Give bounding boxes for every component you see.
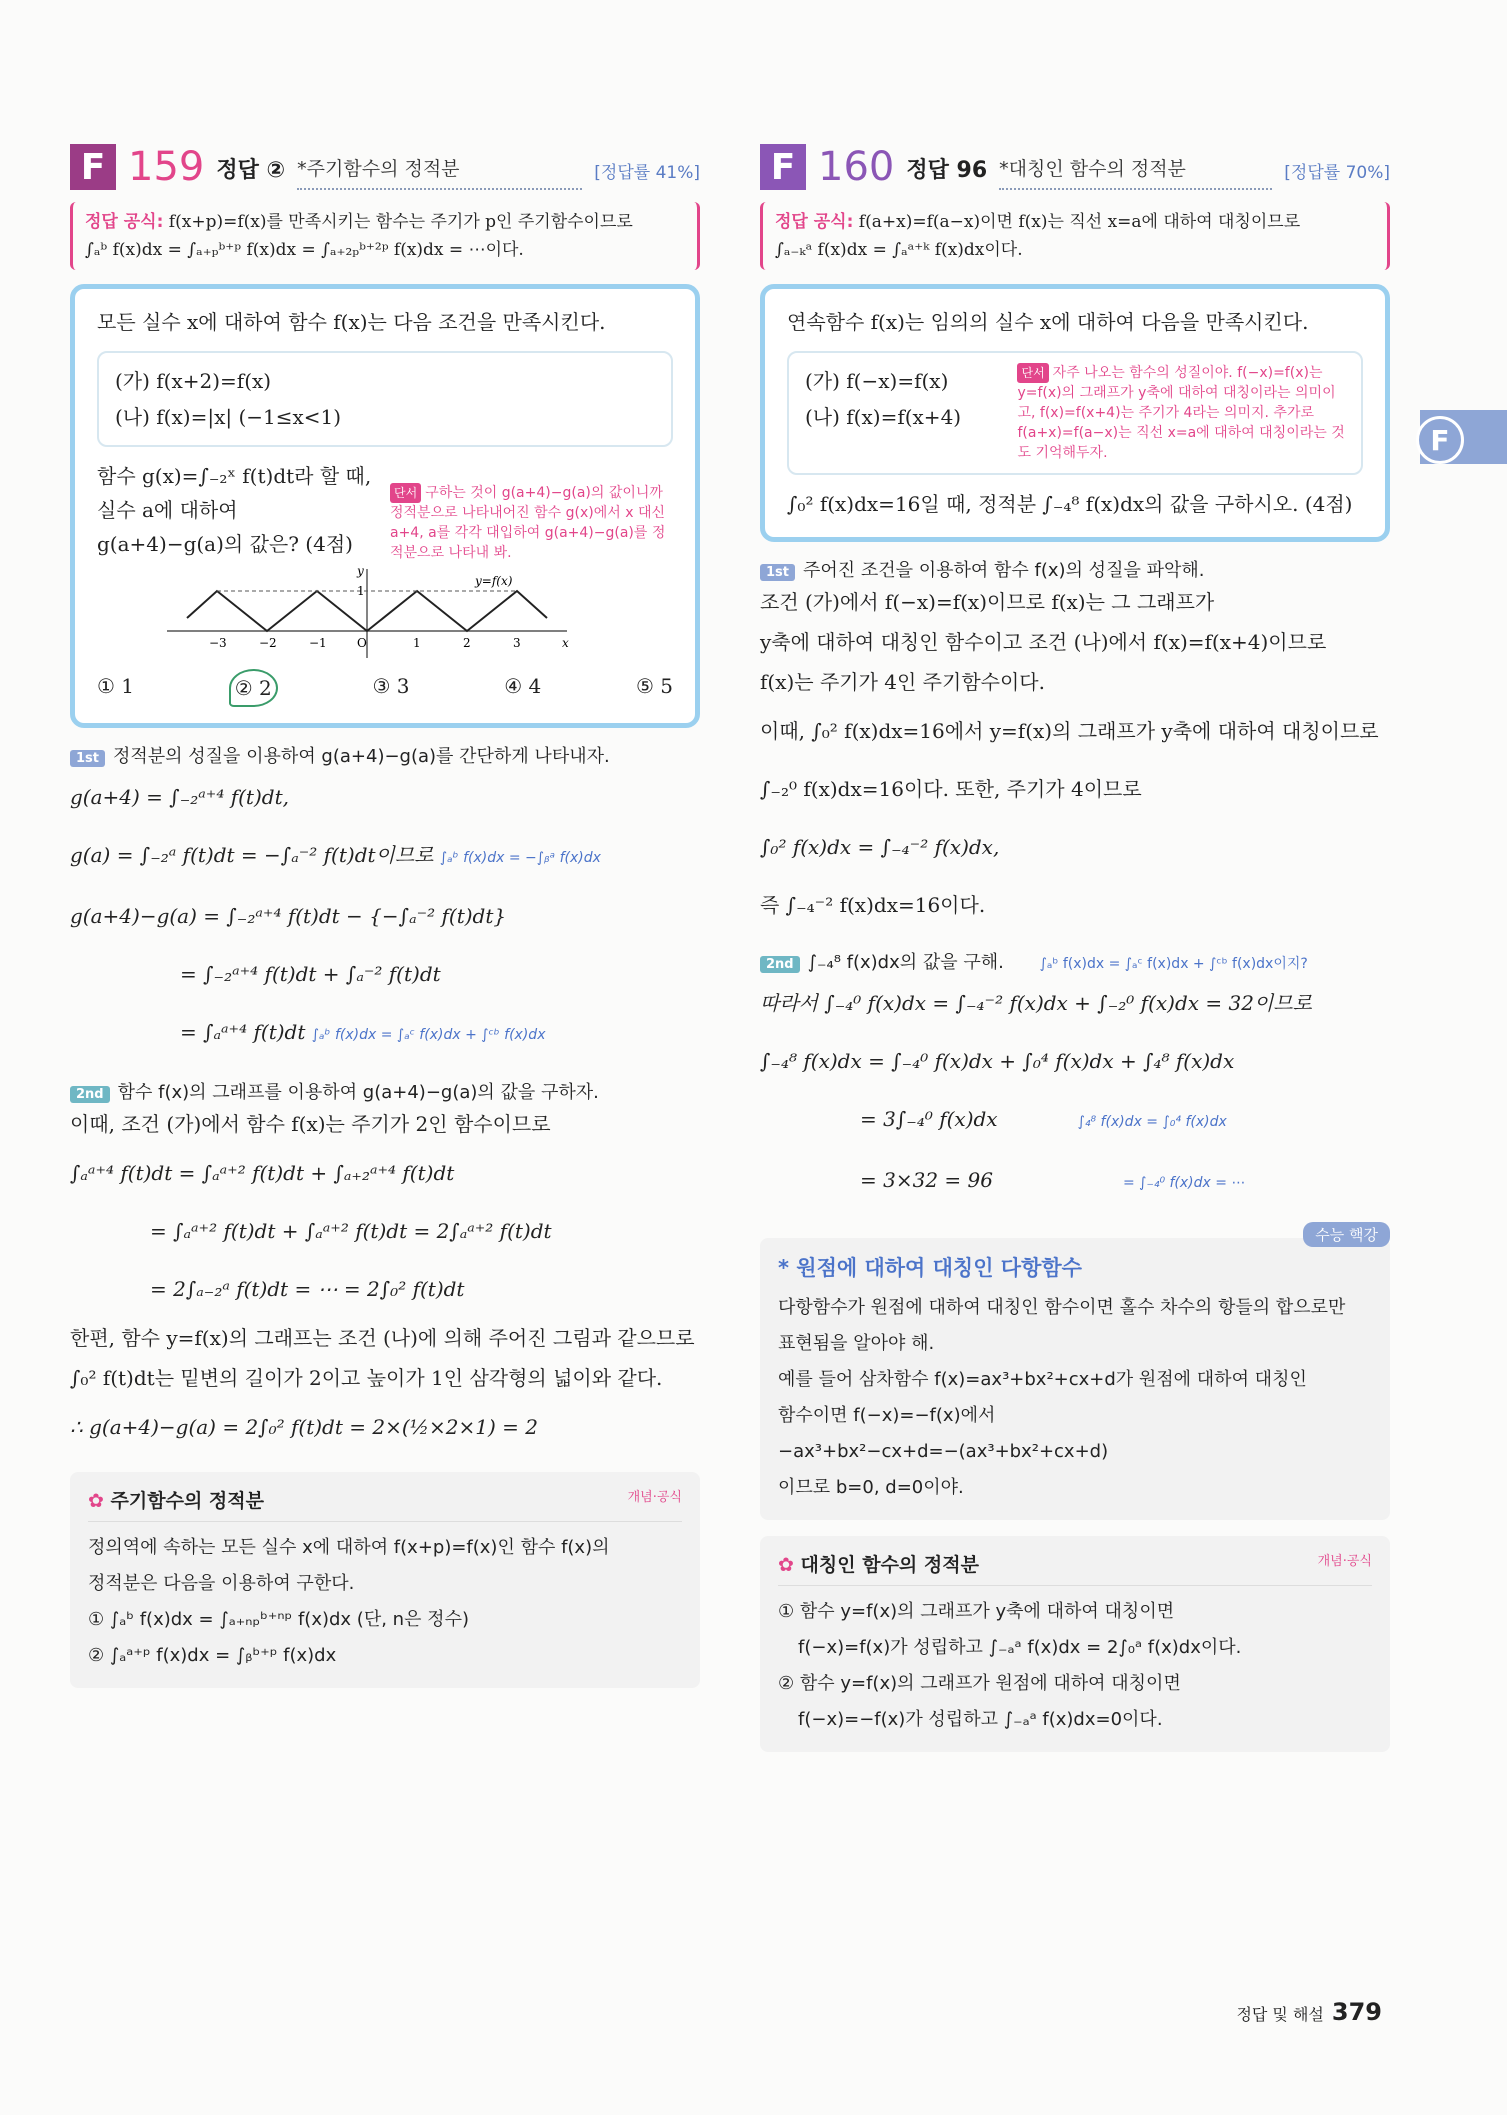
y-label: y <box>357 564 364 578</box>
problem-header <box>760 130 1390 190</box>
hint-badge: 단서 <box>390 483 421 503</box>
solution-line: 이때, 조건 (가)에서 함수 f(x)는 주기가 2인 함수이므로 <box>70 1112 551 1136</box>
choice-4[interactable]: ④ 4 <box>504 674 542 698</box>
section-letter-badge: F <box>760 144 806 190</box>
answer-choices <box>97 669 673 707</box>
card-title-text: 주기함수의 정적분 <box>110 1490 264 1512</box>
question-box <box>70 284 700 728</box>
solution-line: ∫₋₂⁰ f(x)dx=16이다. 또한, 주기가 4이므로 <box>760 777 1142 801</box>
solution-line: g(a+4)−g(a) = ∫₋₂ᵃ⁺⁴ f(t)dt − {−∫ₐ⁻² f(t)dt} <box>70 904 507 928</box>
key-line: 함수이면 f(−x)=−f(x)에서 <box>778 1405 996 1426</box>
card-line: f(−x)=f(x)가 성립하고 ∫₋ₐᵃ f(x)dx = 2∫₀ᵃ f(x)dx이다. <box>798 1637 1242 1658</box>
formula-line-2: ∫ₐᵇ f(x)dx = ∫ₐ₊ₚᵇ⁺ᵖ f(x)dx = ∫ₐ₊₂ₚᵇ⁺²ᵖ f(x)dx = ⋯이다. <box>85 240 524 260</box>
page-number: 379 <box>1331 1998 1382 2026</box>
section-letter-badge: F <box>70 144 116 190</box>
card-tag: 개념·공식 <box>1317 1554 1372 1569</box>
solution-line <box>760 1151 1390 1212</box>
solution-line: ∫₀² f(t)dt는 밑변의 길이가 2이고 높이가 1인 삼각형의 넓이와 같다. <box>70 1366 663 1390</box>
solution-step-2 <box>70 1104 700 1456</box>
choice-2[interactable]: ② 2 <box>229 669 278 707</box>
x-tick: −3 <box>209 636 227 650</box>
x-tick: 2 <box>463 636 471 650</box>
step-text: ∫₋₄⁸ f(x)dx의 값을 구해. <box>807 952 1004 973</box>
card-title <box>88 1486 264 1513</box>
condition-b: (나) f(x)=|x| (−1≤x<1) <box>115 405 342 429</box>
problem-number: 160 <box>818 144 895 190</box>
solution-line: 조건 (가)에서 f(−x)=f(x)이므로 f(x)는 그 그래프가 <box>760 590 1215 614</box>
solution-line: = ∫₋₂ᵃ⁺⁴ f(t)dt + ∫ₐ⁻² f(t)dt <box>180 962 441 986</box>
step-1 <box>760 556 1390 582</box>
card-line: f(−x)=−f(x)가 성립하고 ∫₋ₐᵃ f(x)dx=0이다. <box>798 1709 1163 1730</box>
origin-label: O <box>357 636 367 650</box>
step-badge: 2nd <box>70 1086 110 1103</box>
hint-note <box>1017 363 1345 463</box>
answer-label: 정답 ② <box>216 158 286 183</box>
step-1 <box>70 742 700 768</box>
formula-label: 정답 공식: <box>85 212 164 232</box>
answer-formula <box>760 202 1390 270</box>
x-tick: −1 <box>309 636 327 650</box>
formula-line-2: ∫ₐ₋ₖᵃ f(x)dx = ∫ₐᵃ⁺ᵏ f(x)dx이다. <box>775 240 1023 260</box>
card-body <box>778 1586 1372 1738</box>
side-note: ∫₄⁸ f(x)dx = ∫₀⁴ f(x)dx <box>1077 1114 1227 1130</box>
card-body <box>88 1522 682 1674</box>
x-label: x <box>562 636 569 650</box>
condition-a: (가) f(−x)=f(x) <box>805 369 949 393</box>
card-line: ① 함수 y=f(x)의 그래프가 y축에 대하여 대칭이면 <box>778 1601 1175 1622</box>
hint-text: 구하는 것이 g(a+4)−g(a)의 값이니까 정적분으로 나타내어진 함수 g(x)에서 x 대신 a+4, a를 각각 대입하여 g(a+4)−g(a)를 정적분으로 나타내 봐. <box>390 485 666 561</box>
function-graph <box>157 563 577 663</box>
solution-text: = ∫ₐᵃ⁺⁴ f(t)dt <box>180 1020 306 1044</box>
question-box <box>760 284 1390 542</box>
solution-line: y축에 대하여 대칭인 함수이고 조건 (나)에서 f(x)=f(x+4)이므로 <box>760 630 1327 654</box>
solution-step-1 <box>760 582 1390 934</box>
x-tick: −2 <box>259 636 277 650</box>
key-line: 표현됨을 알아야 해. <box>778 1333 935 1354</box>
card-title <box>778 1550 979 1577</box>
problem-160 <box>760 130 1390 1752</box>
x-tick: 1 <box>413 636 421 650</box>
condition-b: (나) f(x)=f(x+4) <box>805 405 962 429</box>
step-badge: 1st <box>760 564 795 581</box>
question-line: ∫₀² f(x)dx=16일 때, 정적분 ∫₋₄⁸ f(x)dx의 값을 구하시오. (4점) <box>787 492 1353 516</box>
flower-icon: ✿ <box>778 1554 801 1576</box>
hint-text: 자주 나오는 함수의 성질이야. f(−x)=f(x)는 y=f(x)의 그래프가 y축에 대하여 대칭이라는 의미이고, f(x)=f(x+4)는 주기가 4라는 의미지. 추가로 f(a+x)=f(a−x)는 직선 x=a에 대하여 대칭이라는 것도 기억해두자. <box>1017 365 1345 461</box>
solution-line: ∫₋₄⁸ f(x)dx = ∫₋₄⁰ f(x)dx + ∫₀⁴ f(x)dx + ∫₄⁸ f(x)dx <box>760 1049 1235 1073</box>
key-line: −ax³+bx²−cx+d=−(ax³+bx²+cx+d) <box>778 1441 1109 1462</box>
choice-1[interactable]: ① 1 <box>97 674 135 698</box>
solution-line: f(x)는 주기가 4인 주기함수이다. <box>760 670 1045 694</box>
key-lecture-title: * 원점에 대하여 대칭인 다항함수 <box>778 1256 1082 1280</box>
answer-label: 정답 96 <box>906 158 988 183</box>
solution-line: 이때, ∫₀² f(x)dx=16에서 y=f(x)의 그래프가 y축에 대하여 대칭이므로 <box>760 719 1379 743</box>
card-line: ① ∫ₐᵇ f(x)dx = ∫ₐ₊ₙₚᵇ⁺ⁿᵖ f(x)dx (단, n은 정수) <box>88 1609 469 1630</box>
solution-step-1 <box>70 768 700 1064</box>
question-line-1: 함수 g(x)=∫₋₂ˣ f(t)dt라 할 때, 실수 a에 대하여 <box>97 464 372 522</box>
question-line-2: g(a+4)−g(a)의 값은? (4점) <box>97 532 353 556</box>
problem-number: 159 <box>128 144 205 190</box>
solution-line: ∴ g(a+4)−g(a) = 2∫₀² f(t)dt = 2×(½×2×1) = 2 <box>70 1415 538 1439</box>
step-text: 함수 f(x)의 그래프를 이용하여 g(a+4)−g(a)의 값을 구하자. <box>117 1082 599 1103</box>
key-line: 이므로 b=0, d=0이야. <box>778 1477 964 1498</box>
key-lecture-card <box>760 1226 1390 1520</box>
formula-line-1: f(x+p)=f(x)를 만족시키는 함수는 주기가 p인 주기함수이므로 <box>163 212 633 232</box>
solution-line <box>70 826 700 887</box>
key-line: 예를 들어 삼차함수 f(x)=ax³+bx²+cx+d가 원점에 대하여 대칭인 <box>778 1369 1307 1390</box>
card-line: ② ∫ₐᵃ⁺ᵖ f(x)dx = ∫ᵦᵇ⁺ᵖ f(x)dx <box>88 1645 337 1666</box>
side-note: = ∫₋₄⁰ f(x)dx = ⋯ <box>1122 1175 1246 1191</box>
problem-header <box>70 130 700 190</box>
correct-rate: [정답률 41%] <box>594 163 700 183</box>
condition-a: (가) f(x+2)=f(x) <box>115 369 272 393</box>
card-header <box>778 1550 1372 1586</box>
concept-card <box>760 1536 1390 1752</box>
side-note: ∫ₐᵇ f(x)dx = ∫ₐᶜ f(x)dx + ∫ᶜᵇ f(x)dx이지? <box>1039 956 1308 972</box>
solution-line <box>760 1090 1390 1151</box>
solution-line: g(a+4) = ∫₋₂ᵃ⁺⁴ f(t)dt, <box>70 785 289 809</box>
card-line: 정의역에 속하는 모든 실수 x에 대하여 f(x+p)=f(x)인 함수 f(x)의 <box>88 1537 610 1558</box>
solution-text: g(a) = ∫₋₂ᵃ f(t)dt = −∫ₐ⁻² f(t)dt이므로 <box>70 843 434 867</box>
choice-3[interactable]: ③ 3 <box>372 674 410 698</box>
choice-5[interactable]: ⑤ 5 <box>635 674 673 698</box>
key-lecture-body <box>778 1282 1372 1506</box>
problem-159 <box>70 130 700 1688</box>
step-2 <box>760 948 1390 974</box>
step-text: 정적분의 성질을 이용하여 g(a+4)−g(a)를 간단하게 나타내자. <box>113 746 610 767</box>
formula-label: 정답 공식: <box>775 212 854 232</box>
question-intro: 연속함수 f(x)는 임의의 실수 x에 대하여 다음을 만족시킨다. <box>787 310 1309 334</box>
solution-line: 따라서 ∫₋₄⁰ f(x)dx = ∫₋₄⁻² f(x)dx + ∫₋₂⁰ f(x)dx = 32이므로 <box>760 991 1312 1015</box>
key-lecture-badge: 수능 핵강 <box>1303 1222 1390 1247</box>
solution-text: = 3×32 = 96 <box>860 1168 993 1192</box>
step-badge: 2nd <box>760 956 800 973</box>
hint-note <box>390 459 673 563</box>
solution-line: 즉 ∫₋₄⁻² f(x)dx=16이다. <box>760 893 986 917</box>
solution-line: = 2∫ₐ₋₂ᵃ f(t)dt = ⋯ = 2∫₀² f(t)dt <box>150 1277 465 1301</box>
solution-line: 한편, 함수 y=f(x)의 그래프는 조건 (나)에 의해 주어진 그림과 같으므로 <box>70 1326 695 1350</box>
concept-card <box>70 1472 700 1688</box>
page-footer <box>1236 1998 1382 2026</box>
side-note: ∫ₐᵇ f(x)dx = ∫ₐᶜ f(x)dx + ∫ᶜᵇ f(x)dx <box>311 1027 546 1043</box>
card-line: ② 함수 y=f(x)의 그래프가 원점에 대하여 대칭이면 <box>778 1673 1181 1694</box>
solution-line: = ∫ₐᵃ⁺² f(t)dt + ∫ₐᵃ⁺² f(t)dt = 2∫ₐᵃ⁺² f(t)dt <box>150 1219 552 1243</box>
section-side-letter: F <box>1416 416 1464 464</box>
step-2 <box>70 1078 700 1104</box>
topic-label: *주기함수의 정적분 <box>297 154 582 190</box>
curve-label: y=f(x) <box>475 574 513 588</box>
step-text: 주어진 조건을 이용하여 함수 f(x)의 성질을 파악해. <box>803 560 1205 581</box>
solution-text: = 3∫₋₄⁰ f(x)dx <box>860 1107 998 1131</box>
side-note: ∫ₐᵇ f(x)dx = −∫ᵦᵃ f(x)dx <box>439 850 601 866</box>
x-tick: 3 <box>513 636 521 650</box>
key-line: 다항함수가 원점에 대하여 대칭인 함수이면 홀수 차수의 항들의 합으로만 <box>778 1297 1346 1318</box>
flower-icon: ✿ <box>88 1490 111 1512</box>
solution-line <box>70 1003 700 1064</box>
topic-label: *대칭인 함수의 정적분 <box>999 154 1272 190</box>
condition-box <box>787 351 1363 475</box>
footer-label: 정답 및 해설 <box>1236 2005 1324 2024</box>
solution-step-2 <box>760 974 1390 1212</box>
card-title-text: 대칭인 함수의 정적분 <box>800 1554 979 1576</box>
step-badge: 1st <box>70 750 105 767</box>
solution-line: ∫₀² f(x)dx = ∫₋₄⁻² f(x)dx, <box>760 835 1000 859</box>
hint-badge: 단서 <box>1017 363 1048 383</box>
card-tag: 개념·공식 <box>627 1490 682 1505</box>
condition-box <box>97 351 673 447</box>
formula-line-1: f(a+x)=f(a−x)이면 f(x)는 직선 x=a에 대하여 대칭이므로 <box>853 212 1301 232</box>
correct-rate: [정답률 70%] <box>1284 163 1390 183</box>
question-intro: 모든 실수 x에 대하여 함수 f(x)는 다음 조건을 만족시킨다. <box>97 310 606 334</box>
solution-line: ∫ₐᵃ⁺⁴ f(t)dt = ∫ₐᵃ⁺² f(t)dt + ∫ₐ₊₂ᵃ⁺⁴ f(t)dt <box>70 1161 455 1185</box>
y-tick-1: 1 <box>357 584 365 598</box>
card-header <box>88 1486 682 1522</box>
answer-formula <box>70 202 700 270</box>
card-line: 정적분은 다음을 이용하여 구한다. <box>88 1573 355 1594</box>
